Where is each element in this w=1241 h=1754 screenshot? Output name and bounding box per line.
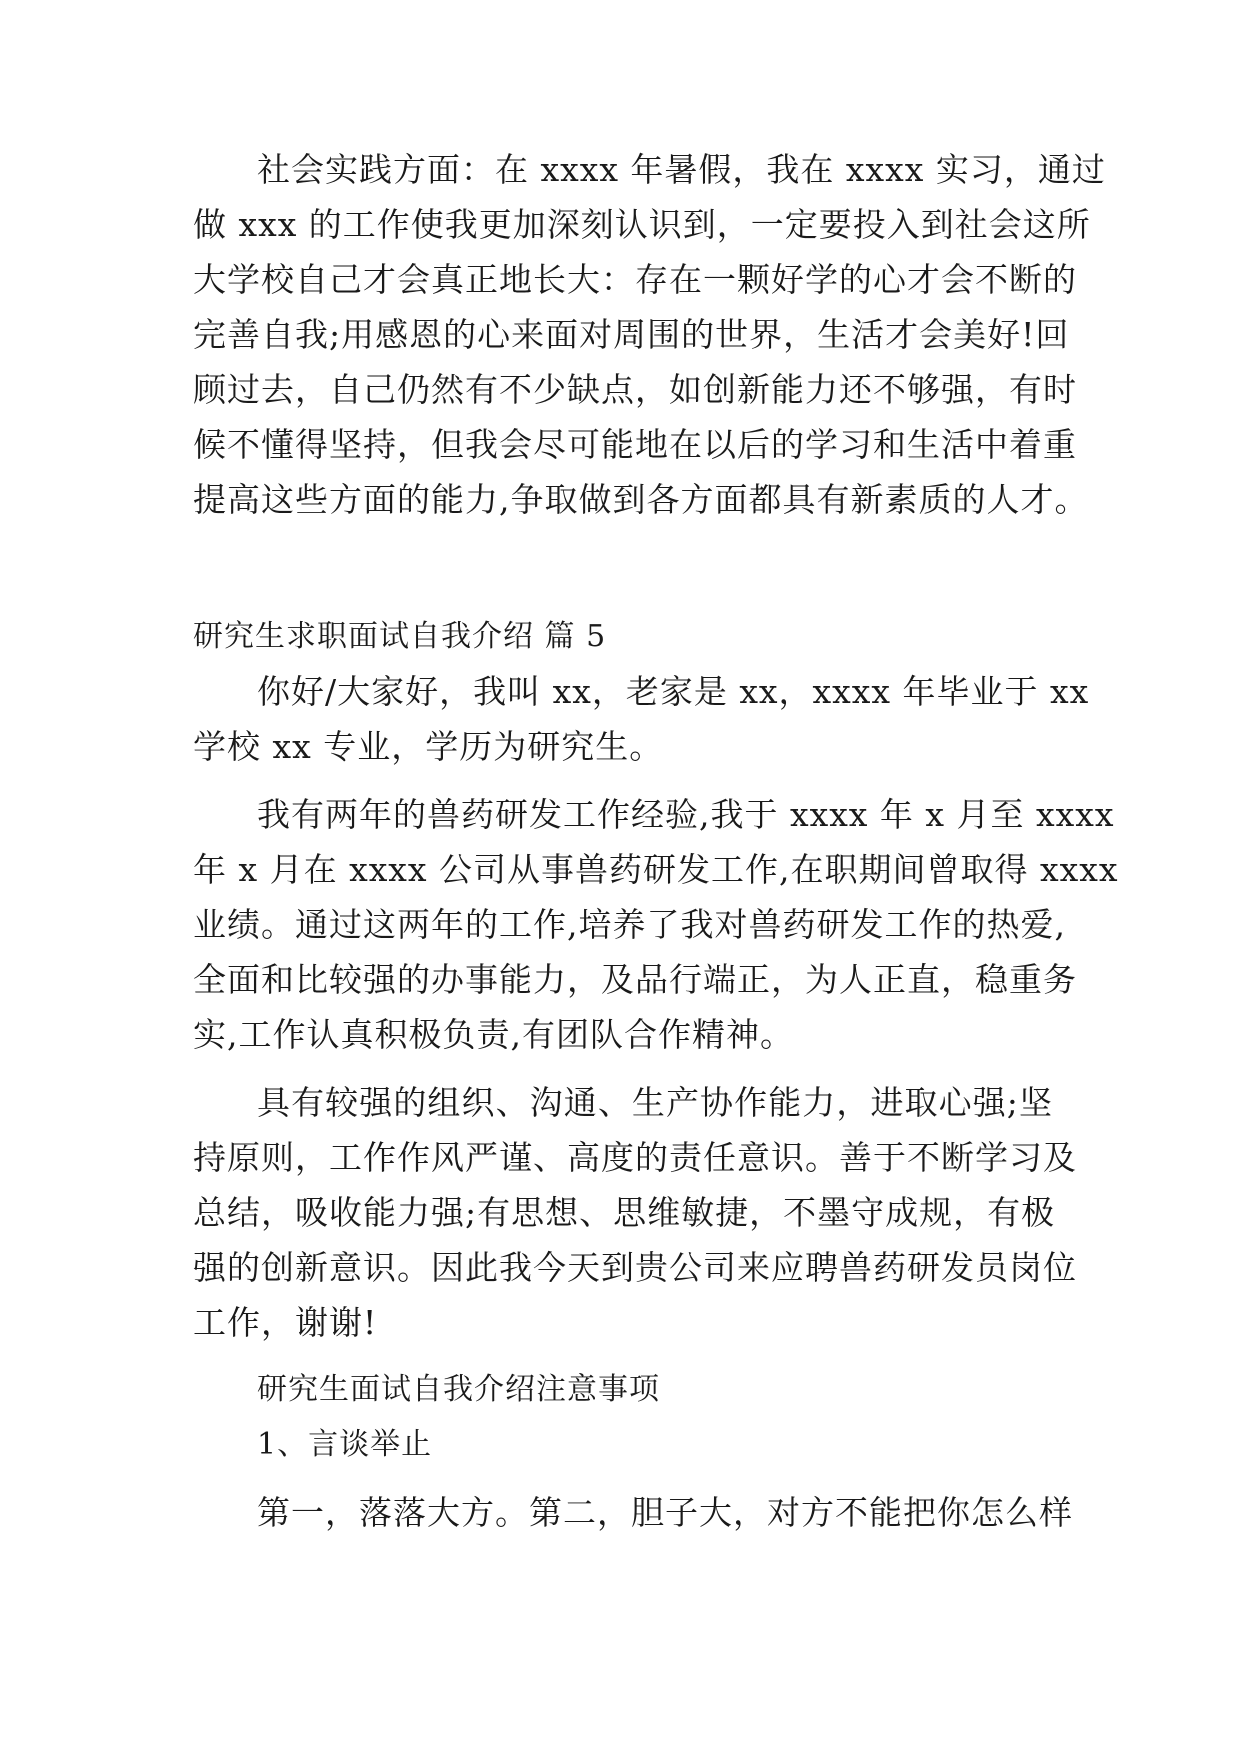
paragraph-line: 你好/大家好，我叫 xx，老家是 xx，xxxx 年毕业于 xx bbox=[257, 672, 1090, 711]
paragraph-line: 强的创新意识。因此我今天到贵公司来应聘兽药研发员岗位 bbox=[193, 1248, 1077, 1287]
paragraph-line: 工作，谢谢! bbox=[193, 1303, 378, 1342]
paragraph-line: 全面和比较强的办事能力，及品行端正，为人正直，稳重务 bbox=[193, 960, 1077, 999]
paragraph-line: 我有两年的兽药研发工作经验,我于 xxxx 年 x 月至 xxxx bbox=[257, 795, 1115, 834]
paragraph-line: 大学校自己才会真正地长大：存在一颗好学的心才会不断的 bbox=[193, 260, 1077, 299]
paragraph-line: 第一，落落大方。第二，胆子大，对方不能把你怎么样 bbox=[257, 1493, 1073, 1532]
paragraph-line: 业绩。通过这两年的工作,培养了我对兽药研发工作的热爱, bbox=[193, 905, 1066, 944]
paragraph-line: 学校 xx 专业，学历为研究生。 bbox=[193, 727, 664, 766]
paragraph-line: 具有较强的组织、沟通、生产协作能力，进取心强;坚 bbox=[257, 1083, 1053, 1122]
paragraph-line: 做 xxx 的工作使我更加深刻认识到，一定要投入到社会这所 bbox=[193, 205, 1091, 244]
paragraph-line: 社会实践方面：在 xxxx 年暑假，我在 xxxx 实习，通过 bbox=[257, 150, 1106, 189]
paragraph-line: 年 x 月在 xxxx 公司从事兽药研发工作,在职期间曾取得 xxxx bbox=[193, 850, 1119, 889]
paragraph-line: 实,工作认真积极负责,有团队合作精神。 bbox=[193, 1015, 794, 1054]
paragraph-line: 总结，吸收能力强;有思想、思维敏捷，不墨守成规，有极 bbox=[193, 1193, 1056, 1232]
paragraph-line: 提高这些方面的能力,争取做到各方面都具有新素质的人才。 bbox=[193, 480, 1089, 519]
section-heading: 研究生求职面试自我介绍 篇 5 bbox=[193, 619, 607, 654]
notes-title: 研究生面试自我介绍注意事项 bbox=[257, 1372, 660, 1407]
paragraph-line: 完善自我;用感恩的心来面对周围的世界，生活才会美好!回 bbox=[193, 315, 1070, 354]
item-title: 1、言谈举止 bbox=[257, 1427, 433, 1462]
paragraph-line: 候不懂得坚持，但我会尽可能地在以后的学习和生活中着重 bbox=[193, 425, 1077, 464]
paragraph-line: 持原则，工作作风严谨、高度的责任意识。善于不断学习及 bbox=[193, 1138, 1077, 1177]
paragraph-line: 顾过去，自己仍然有不少缺点，如创新能力还不够强，有时 bbox=[193, 370, 1077, 409]
